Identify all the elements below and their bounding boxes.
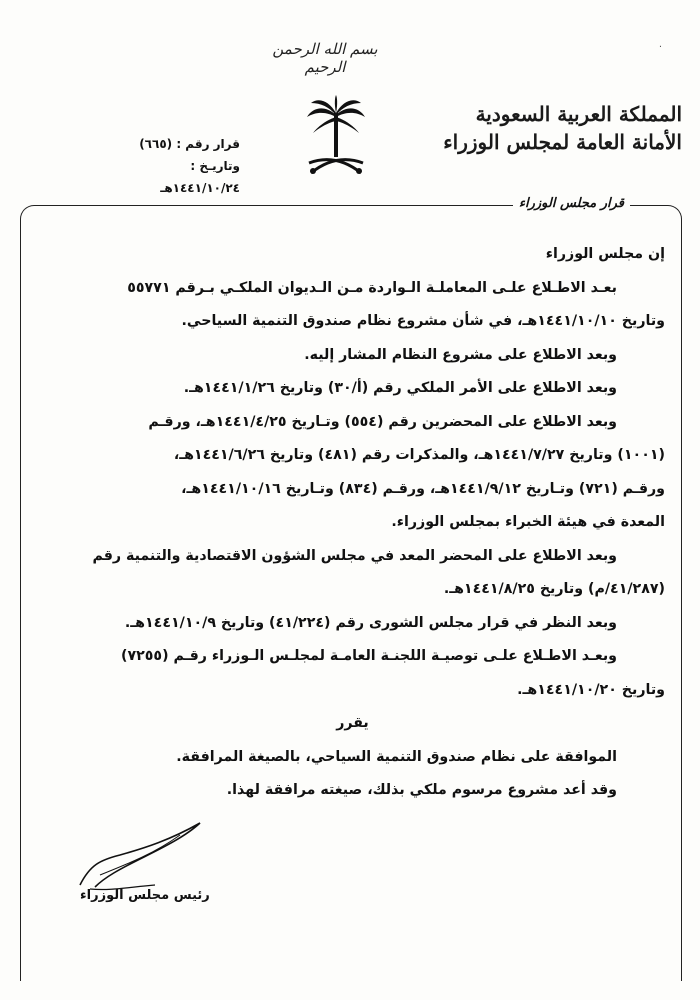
resolution-line: الموافقة على نظام صندوق التنمية السياحي، بالصيغة المرافقة. [176, 748, 617, 765]
paragraph-line: المعدة في هيئة الخبراء بمجلس الوزراء. [391, 514, 665, 530]
paragraph-line: وتاريخ ١٤٤١/١٠/١٠هـ، في شأن مشروع نظام صندوق التنمية السياحي. [181, 313, 665, 329]
decision-number: قرار رقم : (٦٦٥) [139, 137, 240, 151]
paragraph-line: وبعد الاطلاع على المحضرين رقم (٥٥٤) وتـاريخ ١٤٤١/٤/٢٥هـ، ورقـم [148, 413, 617, 430]
decision-body [40, 238, 665, 808]
paragraph-line: وتاريخ ١٤٤١/١٠/٢٠هـ. [517, 681, 665, 698]
kingdom-name: المملكة العربية السعودية [475, 102, 682, 126]
paragraph-line: وبعد الاطلاع على المحضر المعد في مجلس الشؤون الاقتصادية والتنمية رقم [92, 547, 617, 564]
handwritten-signature [60, 815, 220, 895]
paragraph-line: وبعد الاطلاع على الأمر الملكي رقم (أ/٣٠) وتاريخ ١٤٤١/١/٢٦هـ. [183, 380, 617, 396]
corner-mark: · [658, 42, 662, 53]
secretariat-name: الأمانة العامة لمجلس الوزراء [443, 130, 682, 154]
frame-label: قرار مجلس الوزراء [513, 196, 630, 211]
decides-heading: يقرر [336, 715, 369, 731]
paragraph-line: بعـد الاطـلاع علـى المعاملـة الـواردة مـن الـديوان الملكـي بـرقم ٥٥٧٧١ [127, 279, 617, 296]
paragraph-line: ورقـم (٧٢١) وتـاريخ ١٤٤١/٩/١٢هـ، ورقـم (٨٣٤) وتـاريخ ١٤٤١/١٠/١٦هـ، [181, 480, 665, 497]
decision-date: وتاريـخ : ١٤٤١/١٠/٢٤هـ [160, 159, 240, 195]
decision-meta [130, 133, 240, 199]
signer-title: رئيس مجلس الوزراء [80, 888, 210, 903]
resolution-line: وقد أعد مشروع مرسوم ملكي بذلك، صيغته مرافقة لهذا. [226, 782, 617, 798]
paragraph-line: (٤١/٢٨٧/م) وتاريخ ١٤٤١/٨/٢٥هـ. [443, 581, 665, 597]
opening-line: إن مجلس الوزراء [545, 246, 665, 262]
paragraph-line: وبعد النظر في قرار مجلس الشورى رقم (٤١/٢٢٤) وتاريخ ١٤٤١/١٠/٩هـ. [124, 614, 617, 631]
paragraph-line: (١٠٠١) وتاريخ ١٤٤١/٧/٢٧هـ، والمذكرات رقم (٤٨١) وتاريخ ١٤٤١/٦/٢٦هـ، [173, 447, 665, 463]
basmala: بسم الله الرحمن الرحيم [272, 40, 378, 76]
paragraph-line: وبعد الاطلاع على مشروع النظام المشار إليه. [304, 346, 617, 363]
header-letterhead [432, 100, 682, 156]
paragraph-line: وبعـد الاطـلاع علـى توصيـة اللجنـة العامـة لمجلـس الـوزراء رقـم (٧٢٥٥) [120, 648, 617, 664]
saudi-emblem-icon [305, 95, 367, 180]
